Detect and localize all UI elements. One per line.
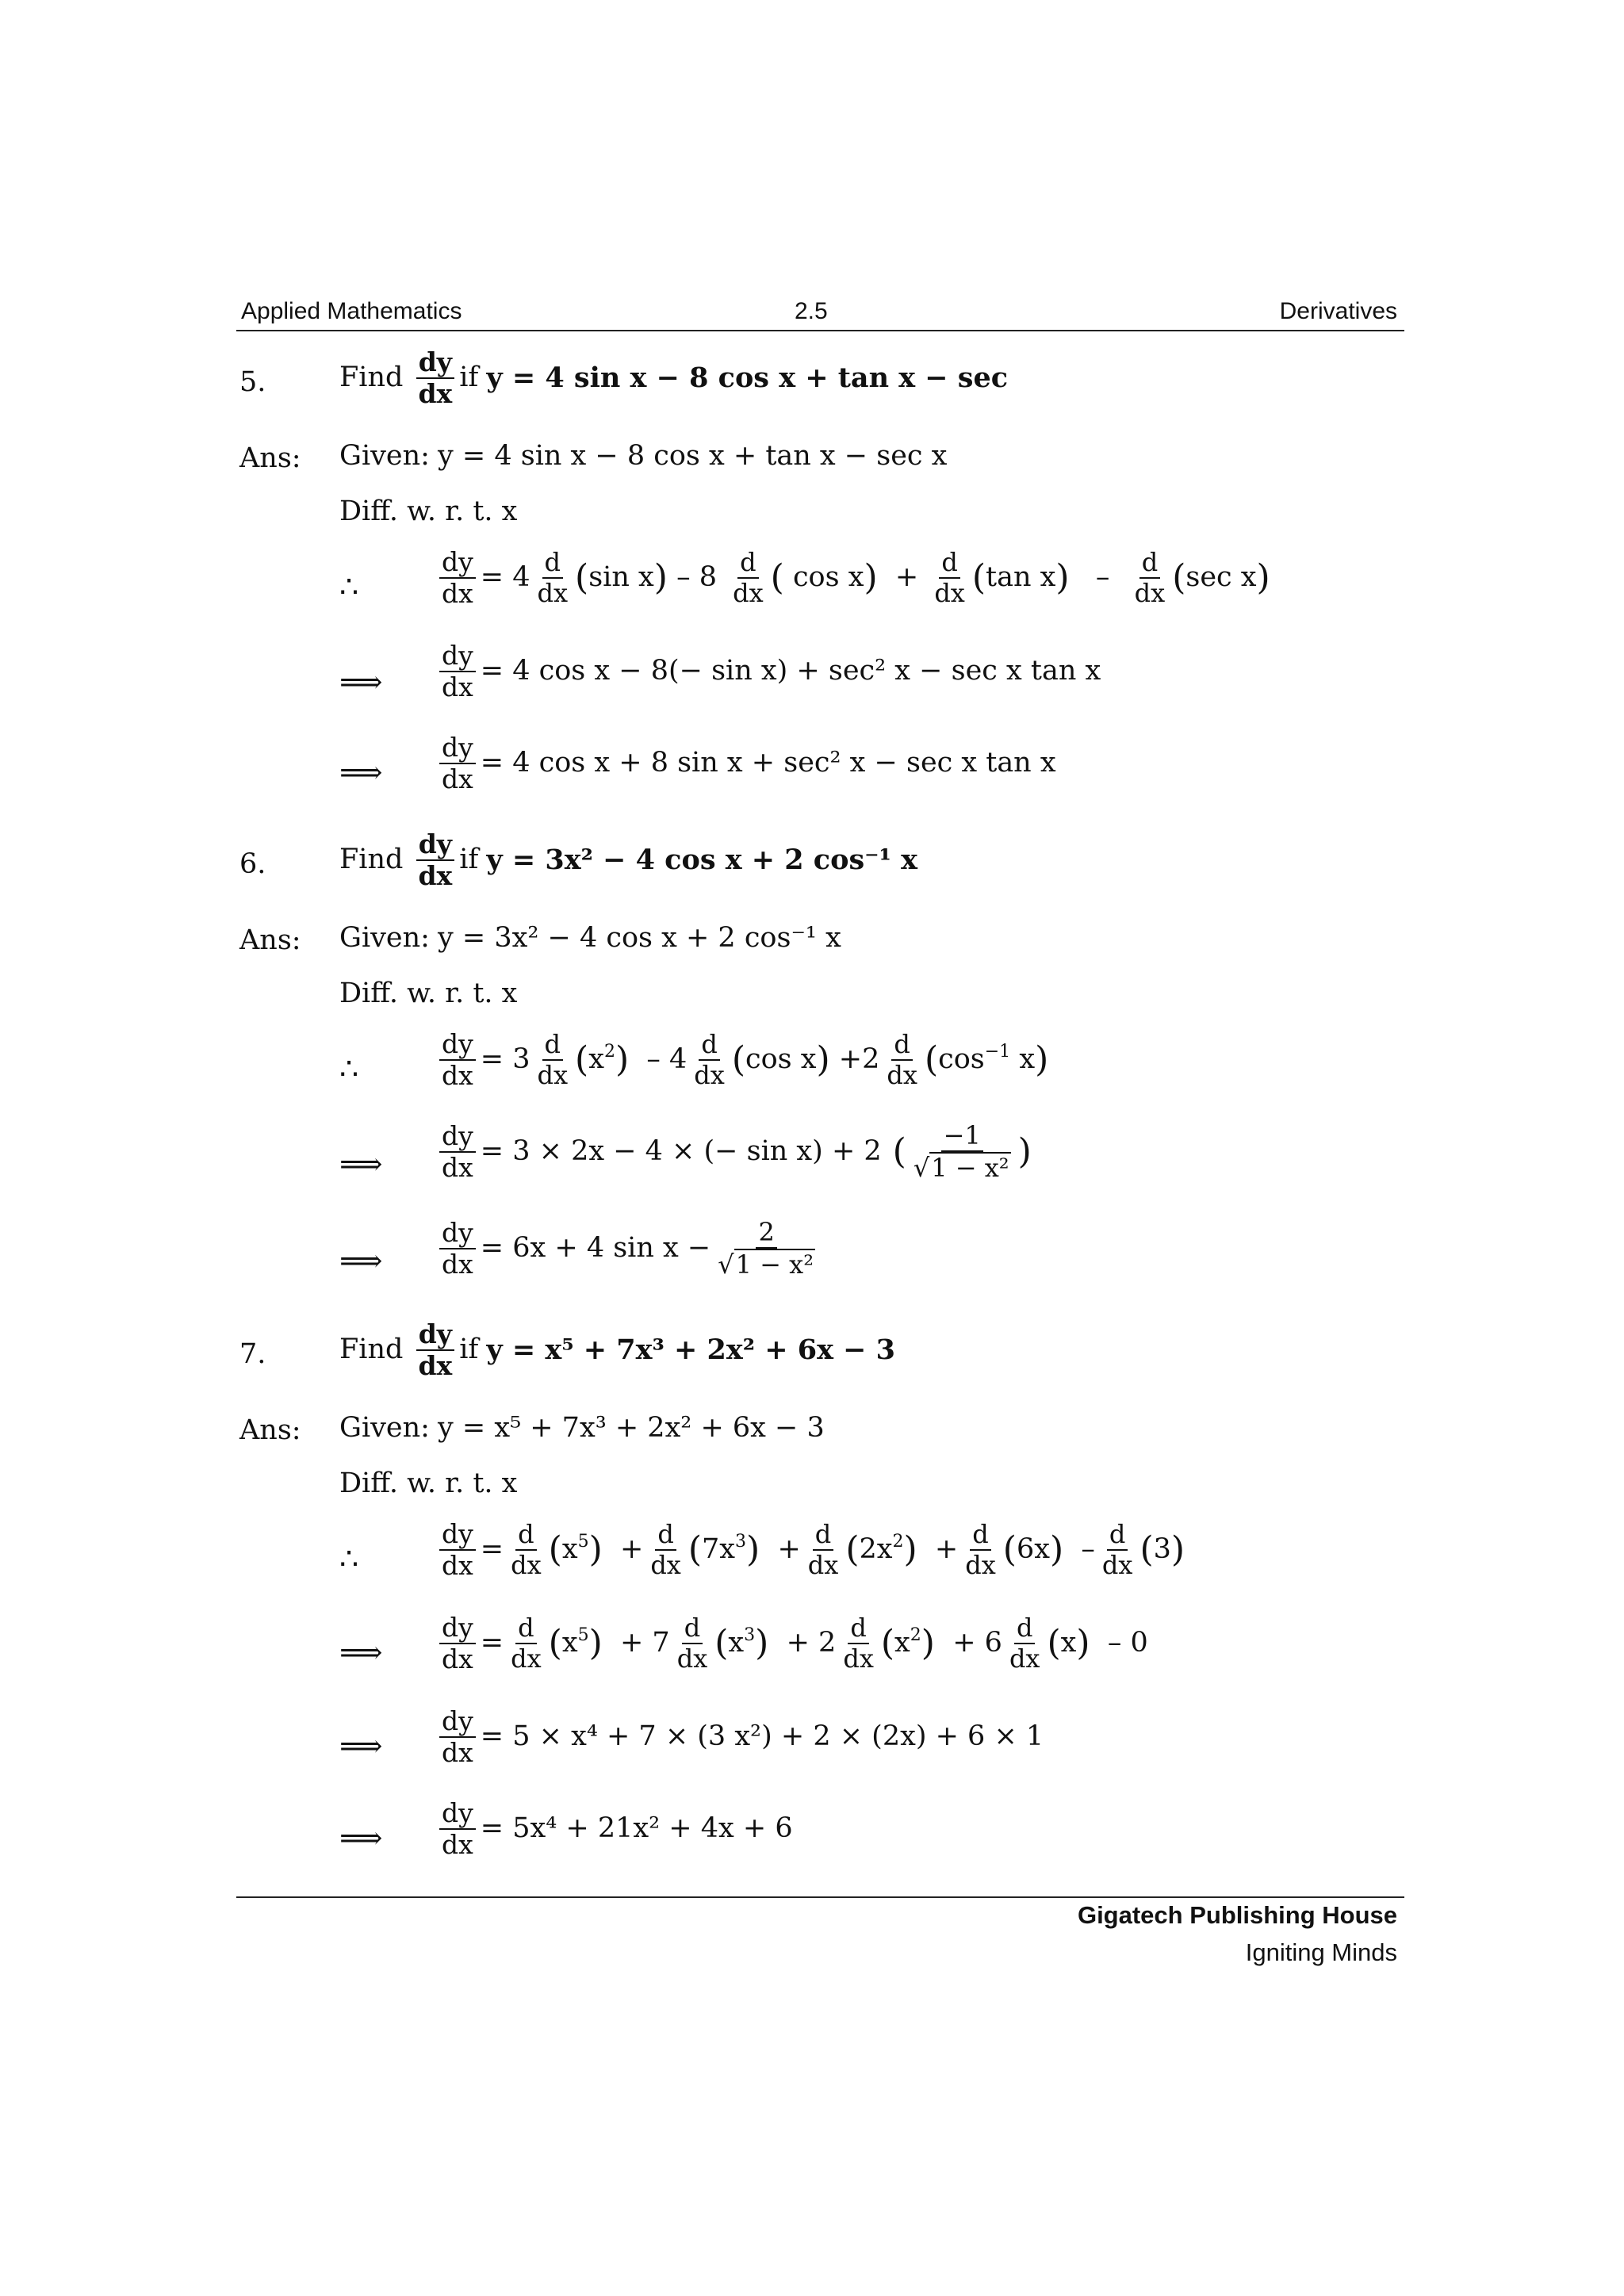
given-expression: y = x⁵ + 7x³ + 2x² + 6x − 3 (437, 1412, 825, 1444)
given-line (339, 442, 947, 470)
problem-7-number: 7. (239, 1338, 266, 1370)
frac-den: dx (807, 1549, 839, 1580)
implies-symbol: ⟹ (339, 1728, 383, 1763)
given-expression: y = 4 sin x − 8 cos x + tan x − sec x (437, 440, 948, 472)
d-dx-operator (508, 1613, 544, 1674)
implies-symbol: ⟹ (339, 664, 383, 699)
frac-num: dy (439, 1706, 476, 1738)
given-line (339, 1414, 825, 1442)
d-dx-operator (932, 548, 967, 608)
implies-symbol: ⟹ (339, 755, 383, 790)
frac-num: d (1107, 1520, 1128, 1551)
step-3 (435, 1706, 1044, 1768)
step-2: $\frac{dy}{dx}$ = $\frac{d}{dx}$ ( $x^5$ ) + 7 $\frac{d}{dx}$ ( $x^3$ ) + 2 $\frac{d}{dx}$ ( $x^2$ ) + 6 $\frac{d}{dx}$ ( x ) – 0 (435, 1613, 1148, 1674)
given-expression: y = 3x² − 4 cos x + 2 cos⁻¹ x (437, 922, 841, 954)
step-4-expression: = 5x⁴ + 21x² + 4x + 6 (480, 1812, 793, 1845)
frac-den: dx (1134, 577, 1166, 608)
d-dx-operator (675, 1613, 710, 1674)
find-label: Find (339, 362, 404, 394)
frac-num: dy (439, 1613, 476, 1644)
frac-den: dx (442, 1248, 473, 1280)
step-4 (435, 1798, 793, 1860)
frac-num: d (891, 1030, 912, 1061)
dy-dx-fraction (439, 1519, 476, 1581)
frac-num: dy (439, 547, 476, 579)
diff-wrt-x: Diff. w. r. t. x (339, 496, 518, 527)
d-dx-operator (963, 1520, 998, 1580)
frac-num: d (515, 1520, 536, 1551)
publisher-tagline: Igniting Minds (1245, 1938, 1397, 1966)
frac-den: dx (442, 1549, 473, 1581)
frac-den: dx (965, 1549, 996, 1580)
d-dx-operator (648, 1520, 684, 1580)
frac-den: dx (694, 1059, 725, 1090)
frac-den: √1 − x² (718, 1249, 814, 1280)
frac-den: dx (442, 1736, 473, 1768)
dy-dx-fraction (439, 1218, 476, 1280)
therefore-symbol: ∴ (339, 1541, 359, 1576)
step-3-expression: = 5 × x⁴ + 7 × (3 x²) + 2 × (2x) + 6 × 1 (480, 1720, 1044, 1753)
frac-num: dy (416, 829, 454, 861)
answer-label: Ans: (239, 1414, 301, 1446)
question-expression: y = 4 sin x − 8 cos x + tan x − sec (486, 362, 1009, 395)
frac-num: dy (439, 1218, 476, 1249)
frac-den: dx (442, 1643, 473, 1674)
d-dx-operator (1007, 1613, 1043, 1674)
given-label: Given: (339, 1412, 430, 1444)
frac-num: d (655, 1520, 676, 1551)
step-1: $\frac{dy}{dx}$ = 4 $\frac{d}{dx}$ ( sin x ) – 8 $\frac{d}{dx}$ ( cos x ) + $\frac{d}{dx}$ ( tan x ) – $\frac{d}{dx}$ ( sec x ) (435, 547, 1270, 609)
dy-dx-fraction (439, 1029, 476, 1091)
dy-dx-fraction (439, 547, 476, 609)
reciprocal-root-fraction (911, 1121, 1013, 1183)
diff-wrt-x: Diff. w. r. t. x (339, 978, 518, 1009)
dy-dx-fraction (416, 347, 454, 409)
if-label: if (459, 362, 479, 394)
step-2-expression: = 4 cos x − 8(− sin x) + sec² x − sec x tan x (480, 655, 1101, 687)
frac-den: dx (934, 577, 965, 608)
frac-num: 2 (756, 1218, 776, 1249)
find-label: Find (339, 844, 404, 876)
frac-den: dx (511, 1549, 542, 1580)
d-dx-operator (1100, 1520, 1136, 1580)
dy-dx-fraction (439, 641, 476, 702)
frac-num: d (515, 1613, 536, 1644)
page-number: 2.5 (795, 298, 828, 324)
frac-den: dx (676, 1643, 708, 1674)
frac-den: dx (733, 577, 764, 608)
implies-symbol: ⟹ (339, 1635, 383, 1670)
if-label: if (459, 844, 479, 876)
d-dx-operator (1132, 548, 1168, 608)
implies-symbol: ⟹ (339, 1243, 383, 1278)
problem-6-number: 6. (239, 848, 266, 880)
therefore-symbol: ∴ (339, 569, 359, 604)
problem-6-question (339, 829, 917, 891)
radicand: 1 − x² (931, 1152, 1009, 1183)
publisher-name: Gigatech Publishing House (1077, 1901, 1397, 1929)
dy-dx-fraction (439, 733, 476, 794)
frac-den: dx (537, 1059, 569, 1090)
step-3 (435, 1218, 822, 1280)
dy-dx-fraction (439, 1706, 476, 1768)
root-fraction (715, 1218, 818, 1280)
diff-wrt-x: Diff. w. r. t. x (339, 1468, 518, 1499)
d-dx-operator (884, 1030, 920, 1090)
frac-num: dy (439, 1519, 476, 1551)
frac-den: dx (442, 1151, 473, 1183)
step-1: $\frac{dy}{dx}$ = $\frac{d}{dx}$ ( $x^5$ ) + $\frac{d}{dx}$ ( $7x^3$ ) + $\frac{d}{dx}$ ( $2x^2$ ) + $\frac{d}{dx}$ ( 6x ) – $\frac{d}{dx}$ ( 3 ) (435, 1519, 1185, 1581)
step-1: $\frac{dy}{dx}$ = 3 $\frac{d}{dx}$ ( $x^2$ ) – 4 $\frac{d}{dx}$ ( cos x ) +2 $\frac{d}{dx}$ ( $\cos^{-1} x$ ) (435, 1029, 1048, 1091)
dy-dx-fraction (439, 1121, 476, 1183)
frac-den: √1 − x² (913, 1152, 1009, 1183)
problem-5-question (339, 347, 1008, 409)
frac-den: dx (843, 1643, 874, 1674)
step-2 (435, 641, 1101, 702)
step-3 (435, 733, 1056, 794)
frac-den: dx (442, 1828, 473, 1860)
step-3-expression: = 6x + 4 sin x − (480, 1232, 711, 1265)
implies-symbol: ⟹ (339, 1820, 383, 1855)
footer-rule (236, 1896, 1404, 1898)
answer-label: Ans: (239, 924, 301, 956)
frac-den: dx (1009, 1643, 1040, 1674)
frac-den: dx (511, 1643, 542, 1674)
frac-num: d (737, 548, 758, 579)
d-dx-operator (508, 1520, 544, 1580)
frac-den: dx (418, 377, 453, 409)
frac-den: dx (442, 763, 473, 794)
frac-num: d (699, 1030, 719, 1061)
frac-num: −1 (941, 1121, 983, 1152)
given-label: Given: (339, 922, 430, 954)
frac-den: dx (650, 1549, 681, 1580)
header-rule (236, 330, 1404, 331)
frac-num: dy (439, 1798, 476, 1830)
step-3-expression: = 4 cos x + 8 sin x + sec² x − sec x tan x (480, 747, 1056, 779)
problem-7-question (339, 1319, 895, 1381)
frac-den: dx (442, 671, 473, 702)
frac-den: dx (1101, 1549, 1133, 1580)
d-dx-operator (535, 1030, 571, 1090)
header-chapter: Derivatives (1279, 298, 1397, 324)
given-line (339, 924, 841, 952)
frac-num: dy (439, 641, 476, 672)
dy-dx-fraction (416, 1319, 454, 1381)
frac-num: dy (416, 1319, 454, 1351)
frac-num: d (939, 548, 959, 579)
question-expression: y = 3x² − 4 cos x + 2 cos⁻¹ x (486, 844, 918, 877)
header-subject: Applied Mathematics (241, 298, 462, 324)
therefore-symbol: ∴ (339, 1051, 359, 1086)
dy-dx-fraction (439, 1798, 476, 1860)
implies-symbol: ⟹ (339, 1146, 383, 1181)
step-2-expression: = 3 × 2x − 4 × (− sin x) + 2 (480, 1135, 882, 1168)
frac-den: dx (418, 859, 453, 891)
frac-den: dx (442, 1059, 473, 1091)
dy-dx-fraction (439, 1613, 476, 1674)
d-dx-operator (535, 548, 571, 608)
step-2: $\frac{dy}{dx}$ = 3 × 2x − 4 × (− sin x) + 2 ( $\frac{-1}{\text{√1 − x²}}$ ) (435, 1121, 1032, 1183)
d-dx-operator (841, 1613, 876, 1674)
frac-num: d (1014, 1613, 1035, 1644)
frac-num: dy (439, 733, 476, 764)
radicand: 1 − x² (735, 1249, 814, 1280)
d-dx-operator (691, 1030, 727, 1090)
frac-num: d (813, 1520, 833, 1551)
frac-num: dy (416, 347, 454, 379)
answer-label: Ans: (239, 442, 301, 474)
frac-num: d (848, 1613, 868, 1644)
frac-den: dx (442, 577, 473, 609)
frac-num: d (970, 1520, 990, 1551)
problem-5-number: 5. (239, 366, 266, 398)
frac-num: d (682, 1613, 703, 1644)
frac-den: dx (418, 1349, 453, 1381)
d-dx-operator (806, 1520, 841, 1580)
find-label: Find (339, 1334, 404, 1366)
frac-den: dx (537, 577, 569, 608)
d-dx-operator (730, 548, 766, 608)
frac-num: d (542, 548, 563, 579)
frac-num: dy (439, 1029, 476, 1061)
frac-num: d (542, 1030, 563, 1061)
frac-num: d (1139, 548, 1160, 579)
frac-den: dx (887, 1059, 917, 1090)
question-expression: y = x⁵ + 7x³ + 2x² + 6x − 3 (486, 1334, 896, 1367)
dy-dx-fraction (416, 829, 454, 891)
frac-num: dy (439, 1121, 476, 1153)
if-label: if (459, 1334, 479, 1366)
given-label: Given: (339, 440, 430, 472)
